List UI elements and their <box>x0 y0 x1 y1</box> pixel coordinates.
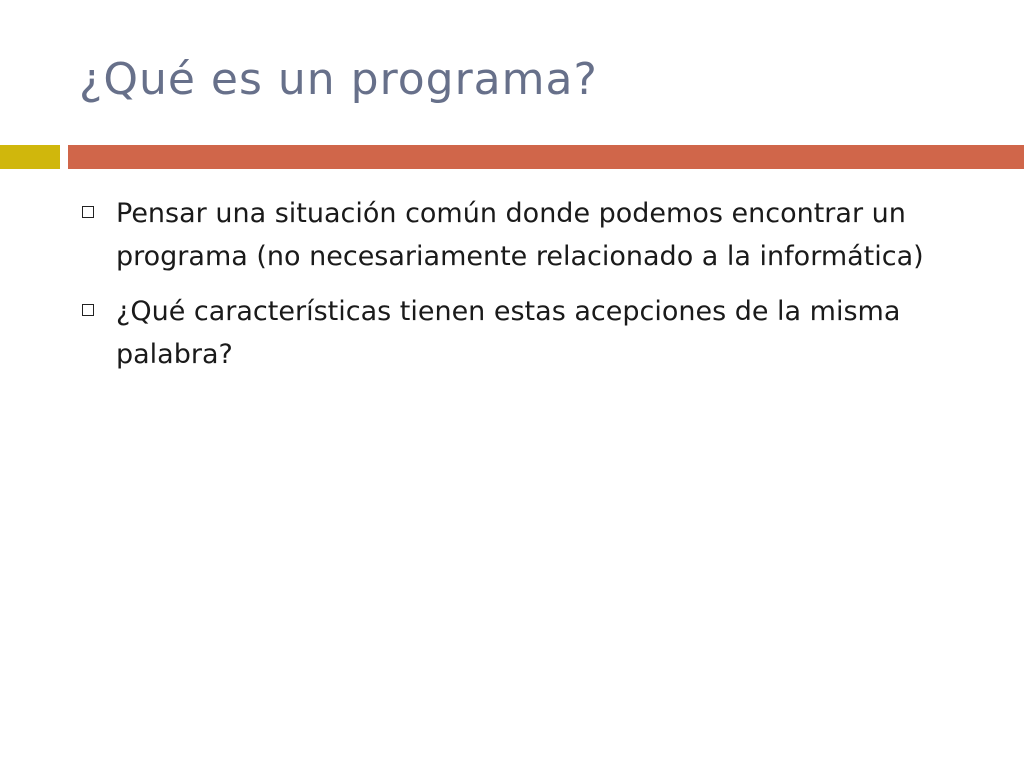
hollow-square-bullet-icon <box>82 206 94 218</box>
bullet-item <box>80 290 960 376</box>
hollow-square-bullet-icon <box>82 304 94 316</box>
bullet-text: ¿Qué características tienen estas acepciones de la misma palabra? <box>116 296 901 370</box>
bullet-list <box>80 192 960 388</box>
bullet-text: Pensar una situación común donde podemos encontrar un programa (no necesariamente relacionado a la informática) <box>116 198 924 272</box>
accent-bar-right <box>68 145 1024 169</box>
slide-title: ¿Qué es un programa? <box>79 54 598 105</box>
accent-bar-left <box>0 145 60 169</box>
bullet-item <box>80 192 960 278</box>
